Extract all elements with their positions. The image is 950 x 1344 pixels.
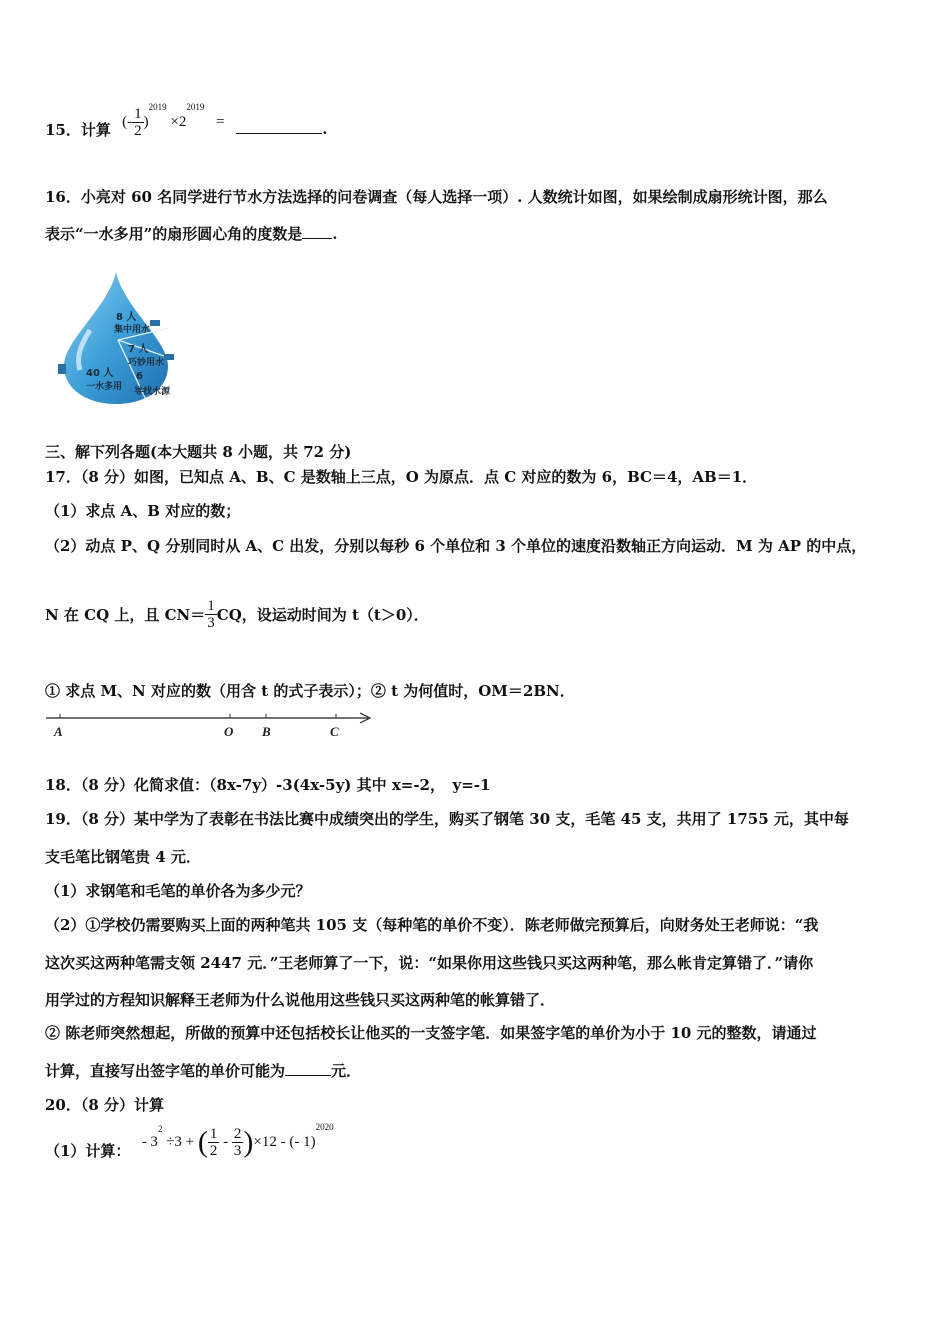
right-paren: )	[243, 1125, 254, 1159]
q20-fraction-1: $\frac{1}{2}$	[209, 1126, 218, 1159]
q19-part3-a: ② 陈老师突然想起，所做的预算中还包括校长让他买的一支签字笔．如果签字笔的单价为小于 10 元的整数，请通过	[45, 1024, 817, 1042]
q19-line1: 19．（8 分）某中学为了表彰在书法比赛中成绩突出的学生，购买了钢笔 30 支，毛笔 45 支，共用了 1755 元，其中每	[45, 810, 849, 828]
tap-icon-3	[58, 364, 66, 374]
label-6-people: 6	[136, 371, 143, 382]
label-concentrate: 集中用水	[114, 325, 151, 335]
q19-part2-c: 用学过的方程知识解释王老师为什么说他用这些钱只买这两种笔的帐算错了．	[45, 991, 556, 1009]
q15-fraction: $\frac{1}{2}$	[134, 106, 142, 139]
q15-expression: (- $\frac{1}{2}$ )$^{2019} \times 2^{2019}$ =	[122, 101, 225, 139]
q16-line1: 16．小亮对 60 名同学进行节水方法选择的问卷调查（每人选择一项）. 人数统计如图，如果绘制成扇形统计图，那么	[45, 188, 828, 206]
tap-icon-2	[164, 354, 174, 360]
left-paren: (	[197, 1125, 208, 1159]
q20-part1: （1）计算： - $3^2 \div 3$ + ( $\frac{1}{2}$ - $\frac{2}{3}$ )×12 - (- 1)$^{2020}$	[45, 1121, 334, 1160]
q17-part3: ① 求点 M、N 对应的数（用含 t 的式子表示）；② t 为何值时，OM＝2BN．	[45, 682, 575, 700]
q19-part3-b: 计算，直接写出签字笔的单价可能为 元．	[45, 1062, 362, 1080]
q20-fraction-2: $\frac{2}{3}$	[233, 1126, 242, 1159]
question-18: 18．（8 分）化简求值：（8x-7y）-3(4x-5y) 其中 x=-2， y=-1	[45, 776, 491, 794]
q17-part2-cont: N 在 CQ 上，且 CN＝ $\frac{1}{3}$ CQ，设运动时间为 t（t＞0）．	[45, 598, 429, 631]
label-40-people: 40 人	[86, 368, 114, 379]
q17-fraction: $\frac{1}{3}$	[207, 598, 215, 631]
water-drop-chart	[50, 268, 190, 408]
label-8-people: 8 人	[116, 312, 137, 323]
label-7-people: 7 人	[128, 344, 149, 355]
point-C: C	[330, 724, 339, 739]
q20-title: 20．（8 分）计算	[45, 1096, 165, 1114]
point-O: O	[224, 724, 234, 739]
q19-line2: 支毛笔比钢笔贵 4 元．	[45, 848, 201, 866]
label-find-source: 导找水源	[134, 387, 171, 397]
tap-icon-1	[150, 320, 160, 326]
section-3-title: 三、解下列各题(本大题共 8 小题，共 72 分)	[45, 443, 352, 461]
question-15: 15．计算 (- $\frac{1}{2}$ )$^{2019} \times 2^{2019}$ = .	[45, 101, 328, 140]
label-multi-use: 一水多用	[86, 382, 123, 392]
q17-part1: （1）求点 A、B 对应的数；	[45, 502, 241, 520]
q19-part1: （1）求钢笔和毛笔的单价各为多少元？	[45, 882, 311, 900]
point-B: B	[262, 724, 271, 739]
q17-part2: （2）动点 P、Q 分别同时从 A、C 出发，分别以每秒 6 个单位和 3 个单位的速度沿数轴正方向运动．M 为 AP 的中点，	[45, 537, 867, 555]
q19-part2-b: 这次买这两种笔需支领 2447 元．”王老师算了一下，说：“如果你用这些钱只买这两种笔，那么帐肯定算错了．”请你	[45, 954, 814, 972]
q15-label: 15．计算	[45, 121, 111, 140]
q16-answer-blank[interactable]	[302, 238, 332, 239]
q16-line2: 表示“一水多用”的扇形圆心角的度数是 .	[45, 225, 338, 243]
q15-answer-blank[interactable]	[236, 133, 322, 134]
q19-answer-blank[interactable]	[285, 1075, 331, 1076]
point-A: A	[54, 724, 63, 739]
q20-expression: - $3^2 \div 3$ + ( $\frac{1}{2}$ - $\frac{2}{3}$ )×12 - (- 1)$^{2020}$	[141, 1121, 334, 1159]
q19-part2-a: （2）①学校仍需要购买上面的两种笔共 105 支（每种笔的单价不变）．陈老师做完预算后，向财务处王老师说：“我	[45, 916, 819, 934]
q17-line1: 17．（8 分）如图，已知点 A、B、C 是数轴上三点，O 为原点．点 C 对应的数为 6，BC＝4，AB＝1．	[45, 468, 758, 486]
number-line	[44, 708, 376, 740]
label-clever: 巧妙用水	[128, 358, 165, 368]
